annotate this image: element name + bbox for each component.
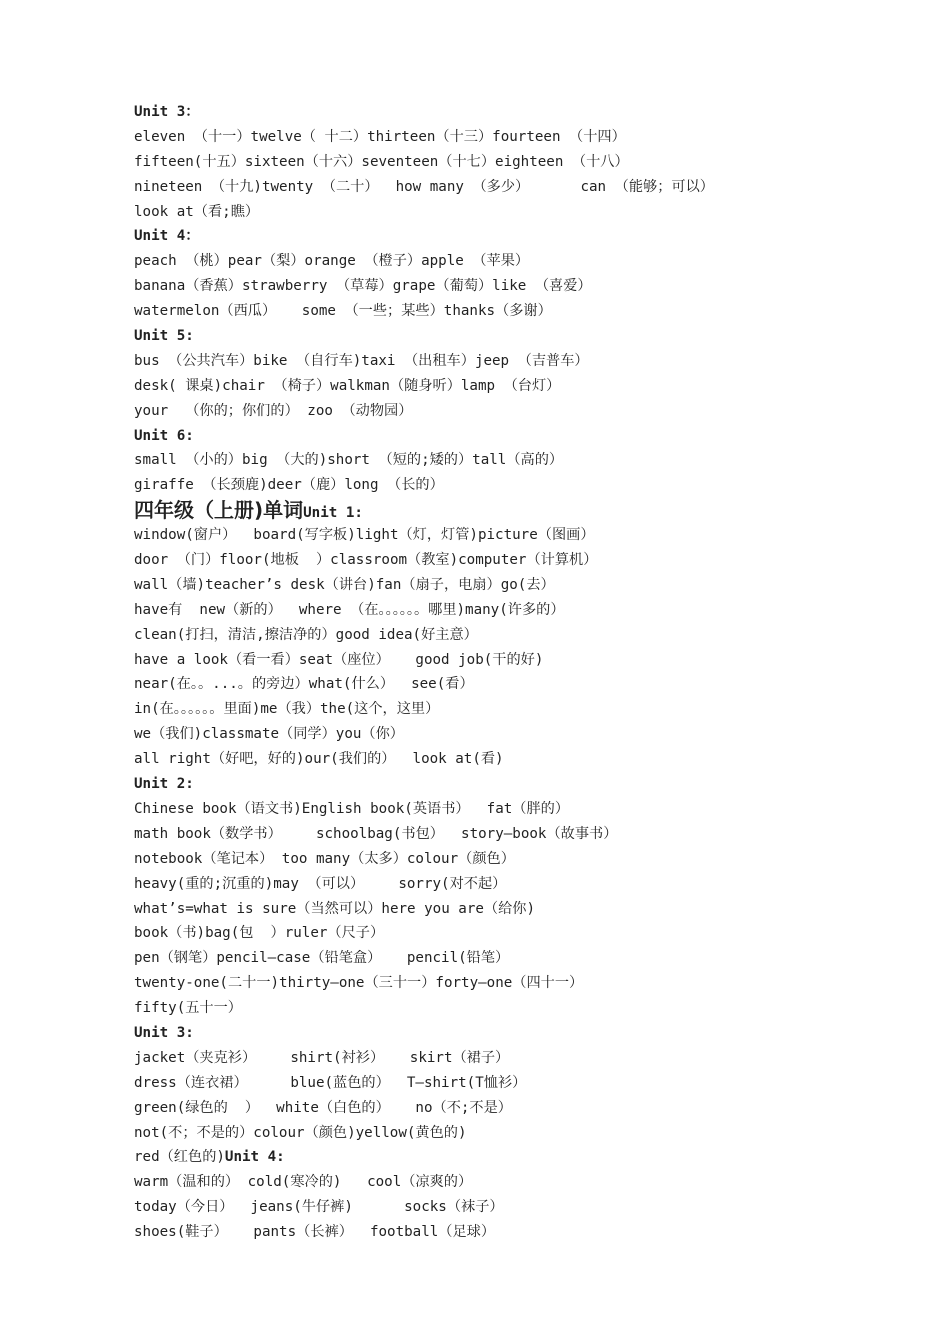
vocabulary-line: clean(打扫，清洁,擦洁净的）good idea(好主意） <box>134 626 478 643</box>
vocabulary-line: not(不；不是的）colour（颜色)yellow(黄色的) <box>134 1124 467 1141</box>
vocabulary-line: book（书)bag(包 ）ruler（尺子） <box>134 925 385 942</box>
vocabulary-line <box>134 1145 924 1170</box>
grade-heading: 四年级（上册)单词 <box>134 498 304 523</box>
vocabulary-line: watermelon（西瓜） some （一些；某些）thanks（多谢） <box>134 303 552 320</box>
vocabulary-line: eleven （十一）twelve（ 十二）thirteen（十三）fourteen （十四） <box>134 128 626 145</box>
vocabulary-line: twenty-one(二十一)thirty—one（三十一）forty—one（四十一） <box>134 975 584 992</box>
vocabulary-line: bus （公共汽车）bike （自行车)taxi （出租车）jeep （吉普车） <box>134 352 589 369</box>
vocabulary-line: math book（数学书） schoolbag(书包） story—book（故事书） <box>134 825 618 842</box>
vocabulary-line: dress（连衣裙） blue(蓝色的） T—shirt(T恤衫） <box>134 1074 527 1091</box>
vocabulary-line: all right（好吧，好的)our(我们的） look at(看) <box>134 751 504 768</box>
vocabulary-line: your （你的；你们的） zoo （动物园） <box>134 402 413 419</box>
unit-heading: Unit 5: <box>134 328 194 345</box>
vocabulary-line: heavy(重的;沉重的)may （可以） sorry(对不起） <box>134 875 507 892</box>
unit-heading: Unit 4: <box>224 1149 285 1166</box>
vocabulary-line: look at（看;瞧） <box>134 203 260 220</box>
vocabulary-line: small （小的）big （大的)short （短的;矮的）tall（高的） <box>134 452 564 469</box>
vocabulary-line: we（我们)classmate（同学）you（你） <box>134 726 404 743</box>
vocabulary-line: Chinese book（语文书)English book(英语书） fat（胖的） <box>134 800 570 817</box>
vocabulary-line: near(在。。...。的旁边）what(什么） see(看） <box>134 676 474 693</box>
vocabulary-line: have有 new（新的） where （在。。。。。。哪里)many(许多的） <box>134 601 565 618</box>
vocabulary-line: door （门）floor(地板 ）classroom（教室)computer（计算机） <box>134 552 598 569</box>
vocabulary-line: warm（温和的） cold(寒冷的) cool（凉爽的） <box>134 1174 473 1191</box>
unit-heading: Unit 3: <box>134 1024 194 1041</box>
vocabulary-line: notebook（笔记本） too many（太多）colour（颜色） <box>134 850 515 867</box>
vocabulary-line: fifty(五十一） <box>134 1000 242 1017</box>
unit-heading: Unit 2: <box>134 776 194 793</box>
unit-heading: Unit 6: <box>134 427 194 444</box>
vocabulary-line: fifteen(十五）sixteen（十六）seventeen（十七）eighteen （十八） <box>134 153 629 170</box>
vocabulary-line: window(窗户） board(写字板)light（灯，灯管)picture（图画） <box>134 527 595 544</box>
vocabulary-line: in(在。。。。。。里面)me（我）the(这个，这里） <box>134 701 440 718</box>
unit-heading: Unit 3： <box>134 104 200 120</box>
unit-heading: Unit 4： <box>134 228 200 245</box>
vocabulary-line: what’s=what is sure（当然可以）here you are（给你) <box>134 900 536 917</box>
vocabulary-line: banana（香蕉）strawberry （草莓）grape（葡萄）like （喜爱） <box>134 278 592 295</box>
vocabulary-line: wall（墙)teacher’s desk（讲台)fan（扇子，电扇）go(去） <box>134 576 555 593</box>
vocabulary-line: jacket（夹克衫） shirt(衬衫） skirt（裙子） <box>134 1049 510 1066</box>
unit-heading: Unit 1: <box>303 505 363 522</box>
vocabulary-line: shoes(鞋子） pants（长裤） football（足球） <box>134 1224 496 1241</box>
document-page <box>134 100 924 1245</box>
grade-heading-line <box>134 498 924 523</box>
vocabulary-line: desk( 课桌)chair （椅子）walkman（随身听）lamp （台灯） <box>134 377 561 394</box>
vocabulary-line: green(绿色的 ） white（白色的） no（不;不是） <box>134 1099 512 1116</box>
vocabulary-line: nineteen （十九)twenty （二十） how many （多少） can （能够；可以） <box>134 178 714 195</box>
vocabulary-line: peach （桃）pear（梨）orange （橙子）apple （苹果） <box>134 253 530 270</box>
vocabulary-line: today（今日） jeans(牛仔裤) socks（袜子） <box>134 1199 504 1216</box>
vocabulary-line: giraffe （长颈鹿)deer（鹿）long （长的） <box>134 477 444 494</box>
vocabulary-line: pen（钢笔）pencil—case（铅笔盒） pencil(铅笔） <box>134 950 510 967</box>
vocabulary-text: red（红色的) <box>134 1149 225 1166</box>
vocabulary-line: have a look（看一看）seat（座位） good job(干的好) <box>134 651 544 668</box>
